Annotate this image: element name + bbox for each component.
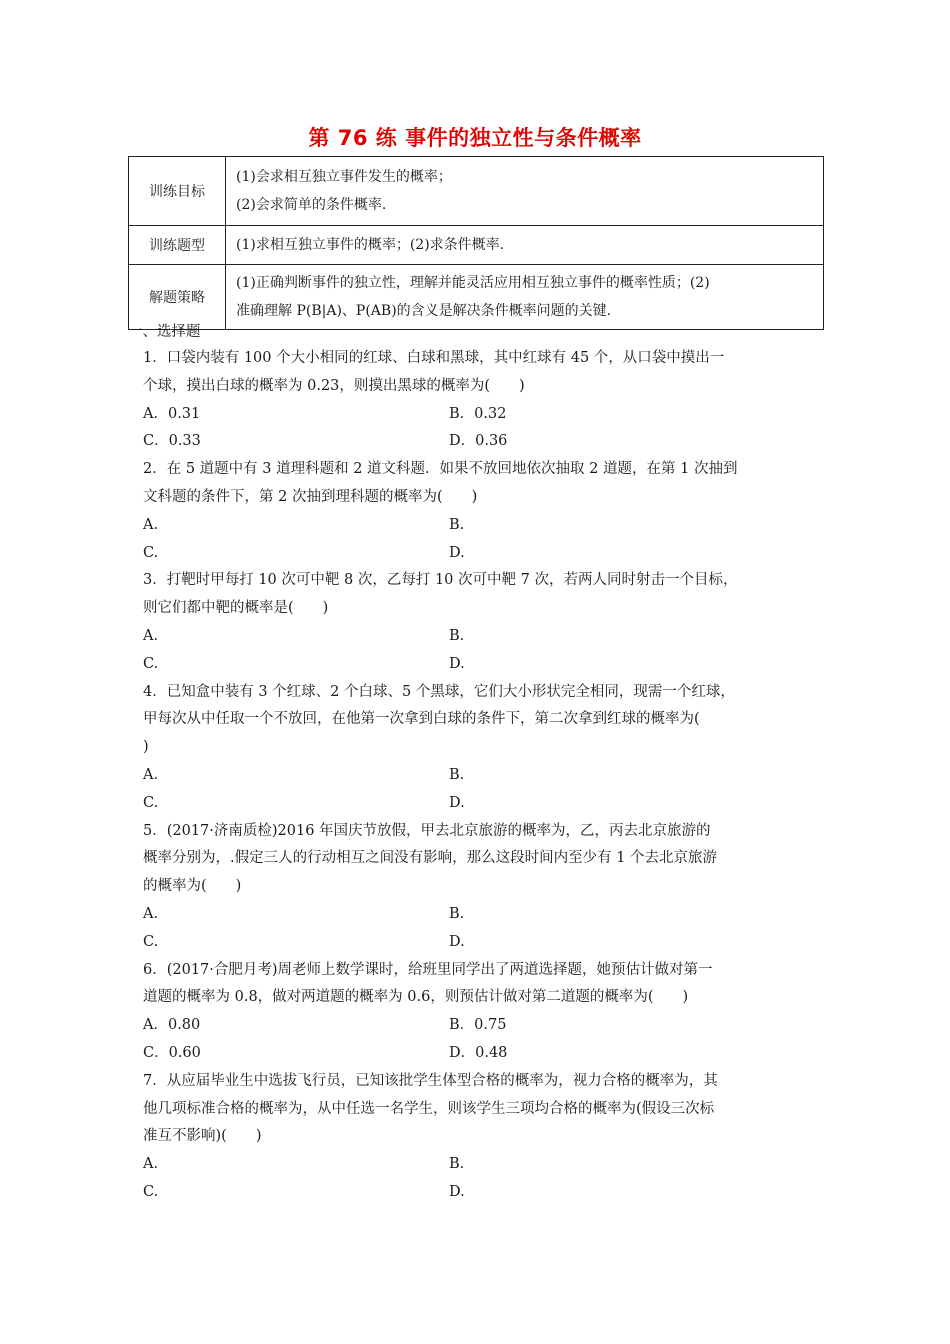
- table-value-line: (1)正确判断事件的独立性，理解并能灵活应用相互独立事件的概率性质；(2): [236, 275, 710, 291]
- option-row: [143, 1040, 823, 1068]
- question-text: 则它们都中靶的概率是( ): [143, 600, 329, 617]
- question-text: 文科题的条件下，第 2 次抽到理科题的概率为( ): [143, 488, 478, 505]
- question-text: 4．已知盒中装有 3 个红球、2 个白球、5 个黑球，它们大小形状完全相同，现需一个红球，: [143, 683, 735, 700]
- question-2: [143, 456, 823, 567]
- option-d: D.: [449, 544, 465, 561]
- option-row: [143, 901, 823, 929]
- option-c: C.: [143, 933, 159, 950]
- option-row: [143, 929, 823, 957]
- question-text: 个球，摸出白球的概率为 0.23，则摸出黑球的概率为( ): [143, 377, 525, 394]
- option-b: B.: [449, 1156, 465, 1173]
- option-row: [143, 623, 823, 651]
- question-list: [128, 319, 823, 1207]
- question-1: [143, 345, 823, 456]
- option-row: [143, 790, 823, 818]
- training-goals-table: [128, 156, 824, 330]
- option-a: A.: [143, 905, 159, 922]
- question-text: 1．口袋内装有 100 个大小相同的红球、白球和黑球，其中红球有 45 个，从口袋中摸出一: [143, 350, 725, 366]
- option-b: B．0.75: [449, 1017, 507, 1034]
- table-value: [226, 157, 824, 226]
- question-text: 6．(2017·合肥月考)周老师上数学课时，给班里同学出了两道选择题，她预估计做对第一: [143, 961, 713, 978]
- table-label: 训练目标: [129, 157, 226, 226]
- question-text: 道题的概率为 0.8，做对两道题的概率为 0.6，则预估计做对第二道题的概率为( ): [143, 989, 689, 1006]
- option-a: A.: [143, 516, 159, 533]
- option-row: [143, 1179, 823, 1207]
- table-value-line: (1)会求相互独立事件发生的概率；: [236, 169, 452, 185]
- option-a: A.: [143, 766, 159, 783]
- option-b: B.: [449, 627, 465, 644]
- option-c: C.: [143, 794, 159, 811]
- question-text: 的概率为( ): [143, 878, 242, 895]
- option-d: D.: [449, 933, 465, 950]
- option-a: A.: [143, 627, 159, 644]
- question-text: 7．从应届毕业生中选拔飞行员，已知该批学生体型合格的概率为，视力合格的概率为，其: [143, 1072, 718, 1089]
- option-b: B．0.32: [449, 405, 507, 422]
- table-value: [226, 226, 824, 265]
- option-a: A．0.31: [143, 405, 201, 422]
- question-text: 概率分别为，.假定三人的行动相互之间没有影响，那么这段时间内至少有 1 个去北京旅游: [143, 850, 718, 867]
- option-d: D.: [449, 655, 465, 672]
- question-7: [143, 1068, 823, 1207]
- option-c: C.: [143, 1183, 159, 1200]
- option-c: C.: [143, 655, 159, 672]
- table-row: [129, 226, 824, 265]
- option-a: A.: [143, 1156, 159, 1173]
- table-row: [129, 157, 824, 226]
- question-text: ): [143, 739, 149, 756]
- table-label: 解题策略: [129, 265, 226, 330]
- option-a: A．0.80: [143, 1017, 201, 1034]
- option-row: [143, 762, 823, 790]
- question-6: [143, 957, 823, 1068]
- question-text: 5．(2017·济南质检)2016 年国庆节放假，甲去北京旅游的概率为，乙，丙去北京旅游的: [143, 822, 711, 839]
- option-row: [143, 651, 823, 679]
- option-row: [143, 401, 823, 429]
- question-3: [143, 567, 823, 678]
- option-b: B.: [449, 516, 465, 533]
- question-text: 甲每次从中任取一个不放回，在他第一次拿到白球的条件下，第二次拿到红球的概率为(: [143, 711, 700, 728]
- question-5: [143, 818, 823, 957]
- option-row: [143, 540, 823, 568]
- question-text: 他几项标准合格的概率为，从中任选一名学生，则该学生三项均合格的概率为(假设三次标: [143, 1100, 715, 1117]
- question-4: [143, 679, 823, 818]
- option-d: D．0.36: [449, 433, 508, 450]
- option-row: [143, 1151, 823, 1179]
- option-b: B.: [449, 766, 465, 783]
- option-row: [143, 1012, 823, 1040]
- option-c: C.: [143, 544, 159, 561]
- option-row: [143, 512, 823, 540]
- table-value-line: (1)求相互独立事件的概率；(2)求条件概率.: [236, 237, 505, 253]
- option-d: D．0.48: [449, 1044, 508, 1061]
- question-text: 2．在 5 道题中有 3 道理科题和 2 道文科题．如果不放回地依次抽取 2 道题，在第 1 次抽到: [143, 461, 738, 478]
- section-title: 一、选择题: [128, 324, 201, 340]
- page-title: 第 76 练 事件的独立性与条件概率: [308, 126, 642, 150]
- question-text: 3．打靶时甲每打 10 次可中靶 8 次，乙每打 10 次可中靶 7 次，若两人同时射击一个目标，: [143, 572, 738, 589]
- table-value-line: 准确理解 P(B|A)、P(AB)的含义是解决条件概率问题的关键.: [236, 303, 612, 319]
- option-b: B.: [449, 905, 465, 922]
- option-row: [143, 428, 823, 456]
- option-d: D.: [449, 1183, 465, 1200]
- question-text: 准互不影响)( ): [143, 1128, 262, 1145]
- table-label: 训练题型: [129, 226, 226, 265]
- option-d: D.: [449, 794, 465, 811]
- option-c: C．0.60: [143, 1044, 201, 1061]
- option-c: C．0.33: [143, 433, 201, 450]
- table-value-line: (2)会求简单的条件概率.: [236, 197, 387, 213]
